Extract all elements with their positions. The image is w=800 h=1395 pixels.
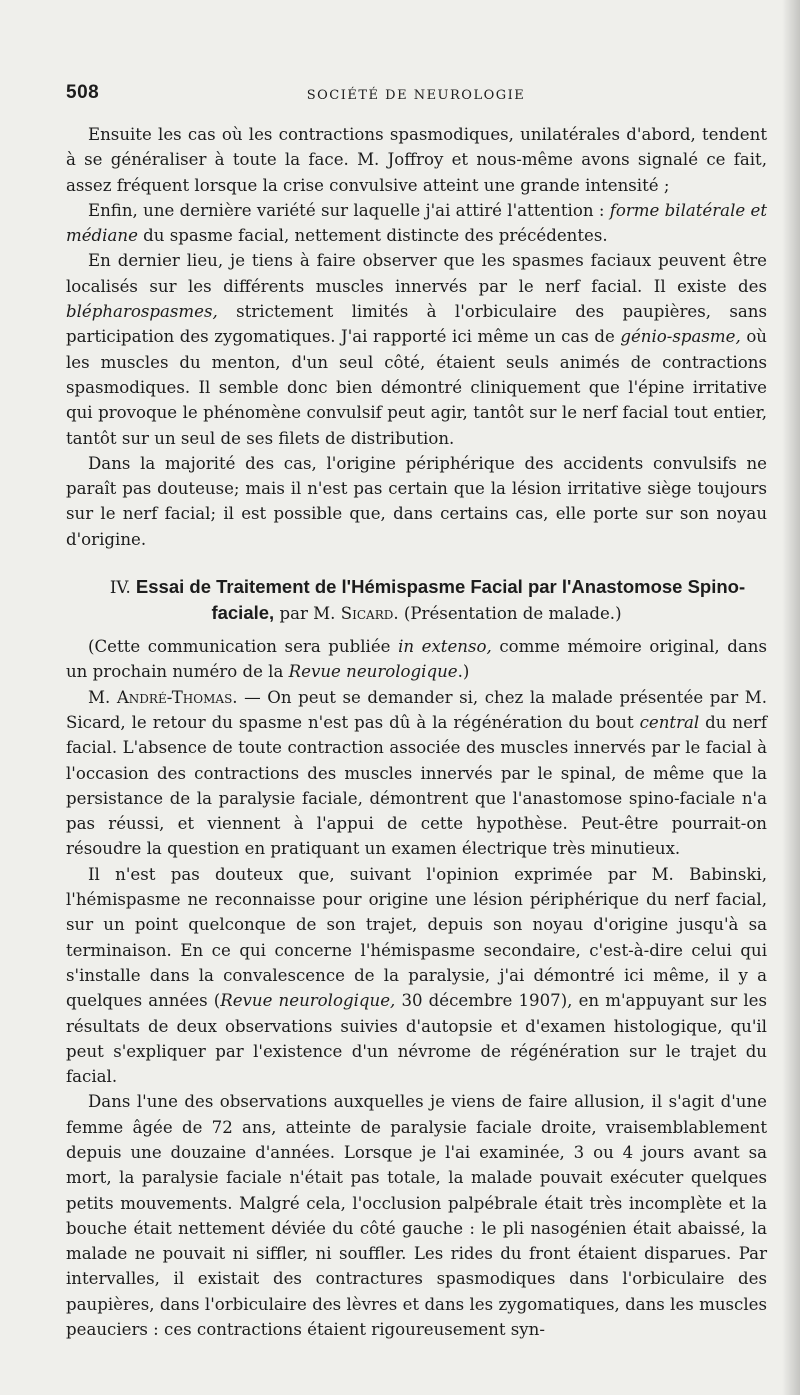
paragraph-7: Il n'est pas douteux que, suivant l'opinion exprimée par M. Babinski, l'hémispasme ne reconnaisse pour origine une lésion périphérique du nerf facial, sur un point quelconque de son trajet, depuis son noyau d'origine jusqu'à sa terminaison. En ce qui concerne l'hémispasme secondaire, c'est-à-dire celui qui s'installe dans la convalescence de la paralysie, j'ai démontré ici même, il y a quelques années (Revue neurologique, 30 décembre 1907), en m'appuyant sur les résultats de deux observations suivies d'autopsie et d'examen histologique, qu'il peut s'expliquer par l'existence d'un névrome de régénération sur le trajet du facial. bbox=[66, 864, 767, 1087]
body-text bbox=[66, 122, 767, 1342]
paragraph-4: Dans la majorité des cas, l'origine périphérique des accidents convulsifs ne paraît pas douteuse; mais il n'est pas certain que la lésion irritative siège toujours sur le nerf facial; il est possible que, dans certains cas, elle porte sur son noyau d'origine. bbox=[66, 453, 767, 549]
page-number: 508 bbox=[66, 82, 100, 103]
paragraph-6: M. André-Thomas. — On peut se demander si, chez la malade présentée par M. Sicard, le retour du spasme n'est pas dû à la régénération du bout central du nerf facial. L'absence de toute contraction associée des muscles innervés par le facial à l'occasion des contractions des muscles innervés par le spinal, de même que la persistance de la paralysie faciale, démontrent que l'anastomose spino-faciale n'a pas réussi, et viennent à l'appui de cette hypothèse. Peut-être pourrait-on résoudre la question en pratiquant un examen électrique très minutieux. bbox=[66, 687, 767, 859]
section-gap bbox=[66, 552, 767, 574]
paragraph-3: En dernier lieu, je tiens à faire observer que les spasmes faciaux peuvent être localisés sur les différents muscles innervés par le nerf facial. Il existe des blépharospasmes, strictement limités à l'orbiculaire des paupières, sans participation des zygomatiques. J'ai rapporté ici même un cas de génio-spasme, où les muscles du menton, d'un seul côté, étaient seuls animés de contractions spasmodiques. Il semble donc bien démontré cliniquement que l'épine irritative qui provoque le phénomène convulsif peut agir, tantôt sur le nerf facial tout entier, tantôt sur un seul de ses filets de distribution. bbox=[66, 251, 767, 448]
section-title: Essai de Traitement de l'Hémispasme Facial par l'Anastomose Spino-faciale, bbox=[135, 576, 746, 624]
paragraph-2: Enfin, une dernière variété sur laquelle j'ai attiré l'attention : forme bilatérale et médiane du spasme facial, nettement distincte des précédentes. bbox=[66, 200, 767, 246]
paragraph-1: Ensuite les cas où les contractions spasmodiques, unilatérales d'abord, tendent à se généraliser à toute la face. M. Joffroy et nous-même avons signalé ce fait, assez fréquent lorsque la crise convulsive atteint une grande intensité ; bbox=[66, 125, 767, 195]
paragraph-5: (Cette communication sera publiée in extenso, comme mémoire original, dans un prochain numéro de la Revue neurologique.) bbox=[66, 637, 767, 682]
running-title: SOCIÉTÉ DE NEUROLOGIE bbox=[306, 88, 526, 103]
section-heading: IV. Essai de Traitement de l'Hémispasme Facial par l'Anastomose Spino-faciale, par M. Sicard. (Présentation de malade.) bbox=[109, 576, 746, 624]
page-header bbox=[66, 82, 766, 110]
paragraph-6-author: André-Thomas bbox=[116, 687, 233, 707]
section-number: IV. bbox=[109, 578, 131, 598]
scan-edge-shadow bbox=[782, 0, 800, 1395]
section-author: Sicard bbox=[340, 604, 394, 624]
paragraph-8: Dans l'une des observations auxquelles je viens de faire allusion, il s'agit d'une femme âgée de 72 ans, atteinte de paralysie faciale droite, vraisemblablement depuis une douzaine d'années. Lorsque je l'ai examinée, 3 ou 4 jours avant sa mort, la paralysie faciale n'était pas totale, la malade pouvait exécuter quelques petits mouvements. Malgré cela, l'occlusion palpébrale était très incomplète et la bouche était nettement déviée du côté gauche : le pli nasogénien était abaissé, la malade ne pouvait ni siffler, ni souffler. Les rides du front étaient disparues. Par intervalles, il existait des contractures spasmodiques dans l'orbiculaire des paupières, dans l'orbiculaire des lèvres et dans les zygomatiques, dans les muscles peauciers : ces contractions étaient rigoureusement syn- bbox=[66, 1092, 767, 1340]
